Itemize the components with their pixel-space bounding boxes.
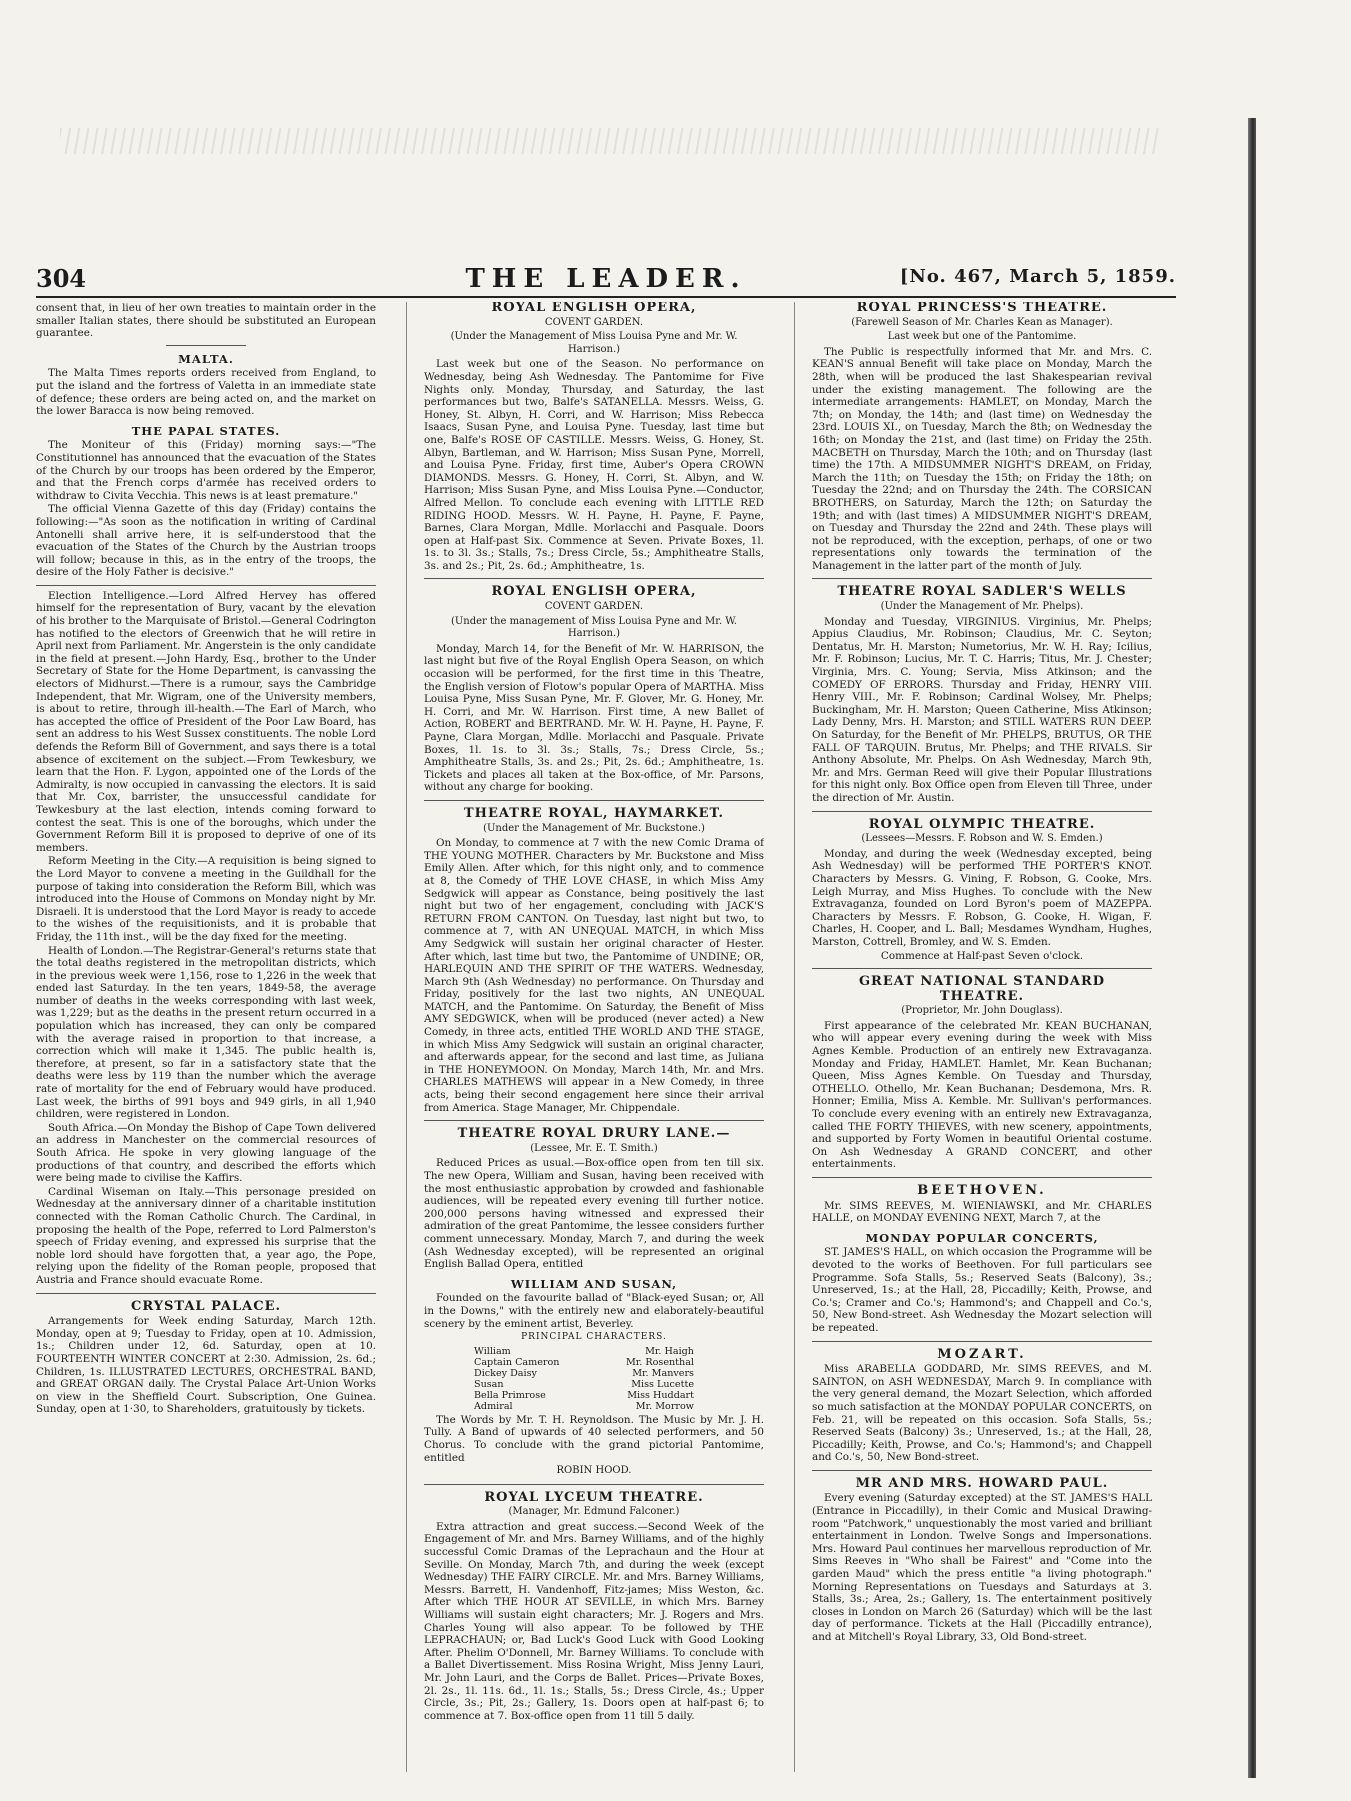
subheading: (Manager, Mr. Edmund Falconer.) <box>508 1506 680 1518</box>
cast-list <box>474 1346 764 1412</box>
cast-actor: Mr. Manvers <box>632 1367 694 1379</box>
subheading: (Under the Management of Miss Louisa Pyne and Mr. W. Harrison.) <box>450 331 738 355</box>
paragraph: Health of London.—The Registrar-General's returns state that the total deaths registered in the metropolitan districts, which in the previous week were 1,156, rose to 1,226 in the week that ended last Saturday. In the ten years, 1849-58, the average number of deaths in the weeks corresponding with last week, was 1,229; but as the deaths in the present return occurred in a population which has increased, they can only be compared with the average raised in proportion to that increase, a correction which will make it 1,345. The public health is, therefore, at present, so far in a satisfactory state that the deaths were less by 119 than the number which the average rate of mortality for the end of February would have produced. Last week, the births of 991 boys and 949 girls, in all 1,940 children, were registered in London. <box>36 944 376 1121</box>
paragraph: On Monday, to commence at 7 with the new Comic Drama of THE YOUNG MOTHER. Characters by Mr. Buckstone and Miss Emily Allen. After which, for this night only, and to commence at 8, the Comedy of THE LOVE CHASE, in which Miss Amy Sedgwick will appear as Constance, being positively the last night but two of her engagement, concluding with JACK'S RETURN FROM CANTON. On Tuesday, last night but two, to commence at 7, with AN UNEQUAL MATCH, in which Miss Amy Sedgwick will sustain her original character of Hester. After which, last time but two, the Pantomime of UNDINE; OR, HARLEQUIN AND THE SPIRIT OF THE WATERS. Wednesday, March 9th (Ash Wednesday) no performance. On Thursday and Friday, positively for the last two nights, AN UNEQUAL MATCH, and the Pantomime. On Saturday, the Benefit of Miss AMY SEDGWICK, when will be produced (never acted) a New Comedy, in three acts, entitled THE WORLD AND THE STAGE, in which Miss Amy Sedgwick will sustain an original character, and afterwards appear, for the second and last time, as Juliana in THE HONEYMOON. On Monday, March 14th, Mr. and Mrs. CHARLES MATHEWS will appear in a New Comedy, in three acts, being their second engagement here since their arrival from America. Stage Manager, Mr. Chippendale. <box>424 837 764 1114</box>
paragraph: Every evening (Saturday excepted) at the ST. JAMES'S HALL (Entrance in Piccadilly), in their Comic and Musical Drawing-room "Patchwork," unquestionably the most varied and brilliant entertainment in London. Twelve Songs and Impersonations. Mrs. Howard Paul continues her marvellous reproduction of Mr. Sims Reeves in "Who shall be Fairest" and "Come into the garden Maud" which the press entitle "a living photograph." Morning Representations on Tuesdays and Saturdays at 3. Stalls, 3s.; Area, 2s.; Gallery, 1s. The entertainment positively closes in London on March 26 (Saturday) which will be the last day of performance. Tickets at the Hall (Piccadilly entrance), and at Mitchell's Royal Library, 33, Old Bond-street. <box>812 1492 1152 1643</box>
section-heading: ROYAL PRINCESS'S THEATRE. <box>856 302 1108 315</box>
paragraph: Mr. SIMS REEVES, M. WIENIAWSKI, and Mr. CHARLES HALLE, on MONDAY EVENING NEXT, March 7, at the <box>812 1199 1152 1225</box>
section-heading: WILLIAM AND SUSAN, <box>510 1276 678 1291</box>
section-heading: ROYAL ENGLISH OPERA, <box>491 302 697 315</box>
divider <box>36 585 376 586</box>
cast-role: Captain Cameron <box>474 1356 560 1368</box>
cast-row <box>474 1368 694 1379</box>
paragraph: Arrangements for Week ending Saturday, March 12th. Monday, open at 9; Tuesday to Friday, open at 10. Admission, 1s.; Children under 12, 6d. Saturday, open at 10. FOURTEENTH WINTER CONCERT at 2:30. Admission, 2s. 6d.; Children, 1s. ILLUSTRATED LECTURES, ORCHESTRAL BAND, and GREAT ORGAN daily. The Crystal Palace Art-Union Works on view in the Sheffield Court. Subscription, One Guinea. Sunday, open at 1·30, to Shareholders, gratuitously by tickets. <box>36 1315 376 1416</box>
divider <box>166 345 246 346</box>
cast-actor: Mr. Haigh <box>645 1345 694 1357</box>
subheading: (Proprietor, Mr. John Douglass). <box>901 1005 1063 1017</box>
paragraph: The Moniteur of this (Friday) morning says:—"The Constitutionnel has announced that the evacuation of the States of the Church by our troops has been ordered by the Emperor, and that the French corps d'armée has received orders to withdraw to Civita Vecchia. This news is at least premature." <box>36 439 376 502</box>
paragraph: Commence at Half-past Seven o'clock. <box>880 949 1084 962</box>
subheading: COVENT GARDEN. <box>544 316 644 328</box>
paragraph: Monday and Tuesday, VIRGINIUS. Virginius, Mr. Phelps; Appius Claudius, Mr. Robinson; Claudius, Mr. C. Seyton; Dentatus, Mr. H. Marston; Numetorius, Mr. W. H. Ray; Icilius, Mr. F. Robinson; Lucius, Mr. T. C. Harris; Titus, Mr. J. Chester; Virginia, Mrs. C. Young; Servia, Miss Atkinson; and the COMEDY OF ERRORS. Thursday and Friday, HENRY VIII. Henry VIII., Mr. F. Robinson; Cardinal Wolsey, Mr. Phelps; Buckingham, Mr. H. Marston; Queen Catherine, Miss Atkinson; Lady Denny, Mrs. H. Marston; and STILL WATERS RUN DEEP. On Saturday, for the Benefit of Mr. PHELPS, BRUTUS, OR THE FALL OF TARQUIN. Brutus, Mr. Phelps; and THE RIVALS. Sir Anthony Absolute, Mr. Phelps. On Ash Wednesday, March 9th, Mr. and Mrs. German Reed will give their Popular Illustrations for this night only. Box Office open from Eleven till Three, under the direction of Mr. Austin. <box>812 615 1152 804</box>
divider <box>424 1484 764 1485</box>
divider <box>812 578 1152 579</box>
section-heading: MOZART. <box>937 1346 1027 1362</box>
section-heading: MR AND MRS. HOWARD PAUL. <box>855 1475 1109 1491</box>
column-rule <box>794 302 795 1772</box>
subheading: (Farewell Season of Mr. Charles Kean as Manager). <box>851 316 1113 328</box>
subheading: (Under the Management of Mr. Buckstone.) <box>483 822 705 834</box>
section-heading: THEATRE ROYAL, HAYMARKET. <box>463 805 725 821</box>
print-speckle <box>60 128 1160 154</box>
paragraph: Monday, and during the week (Wednesday excepted, being Ash Wednesday) will be performed THE PORTER'S KNOT. Characters by Messrs. G. Vining, F. Robson, G. Cooke, Mrs. Leigh Murray, and Miss Hughes. To conclude with the New Extravaganza, founded on Lord Byron's poem of MAZEPPA. Characters by Messrs. F. Robson, G. Cooke, H. Wigan, F. Charles, H. Cooper, and L. Ball; Mesdames Wyndham, Hughes, Marston, Cottrell, Bromley, and W. S. Emden. <box>812 847 1152 948</box>
section-heading: ROYAL LYCEUM THEATRE. <box>484 1489 704 1505</box>
paragraph: Monday, March 14, for the Benefit of Mr. W. HARRISON, the last night but five of the Royal English Opera Season, on which occasion will be performed, for the first time in this Theatre, the English version of Flotow's popular Opera of MARTHA. Miss Louisa Pyne, Miss Susan Pyne, Mr. F. Glover, Mr. G. Honey, Mr. H. Corri, and Mr. W. Harrison. First time, A new Ballet of Action, ROBERT and BERTRAND. Mr. W. H. Payne, H. Payne, F. Payne, Clara Morgan, Mdlle. Morlacchi and Pasquale. Private Boxes, 1l. 1s. to 3l. 3s.; Stalls, 7s.; Dress Circle, 5s.; Amphitheatre Stalls, 3s. and 2s.; Pit, 2s. 6d.; Amphitheatre, 1s. Tickets and places all taken at the Box-office, of Mr. Parsons, without any charge for booking. <box>424 642 764 794</box>
section-heading: GREAT NATIONAL STANDARD <box>858 974 1106 990</box>
paragraph: Reform Meeting in the City.—A requisition is being signed to the Lord Mayor to convene a meeting in the Guildhall for the purpose of taking into consideration the Reform Bill, which was introduced into the House of Commons on Monday night by Mr. Disraeli. It is understood that the Lord Mayor is ready to accede to the wishes of the requisitionists, and it is probable that Friday, the 11th inst., will be the day fixed for the meeting. <box>36 855 376 943</box>
cast-row <box>474 1401 694 1412</box>
paragraph: Miss ARABELLA GODDARD, Mr. SIMS REEVES, and M. SAINTON, on ASH WEDNESDAY, March 9. In compliance with the very general demand, the Mozart Selection, which afforded so much satisfaction at the MONDAY POPULAR CONCERTS, on Feb. 21, will be repeated on this occasion. Sofa Stalls, 5s.; Reserved Seats (Balcony) 3s.; Unreserved, 1s.; at the Hall, 28, Piccadilly; Keith, Prowse, and Co.'s; Hammond's; and Chappell and Co.'s, 50, New Bond-street. <box>812 1363 1152 1464</box>
subheading: (Lessee, Mr. E. T. Smith.) <box>530 1142 658 1154</box>
divider <box>424 578 764 579</box>
cast-actor: Mr. Rosenthal <box>625 1356 694 1368</box>
paragraph: First appearance of the celebrated Mr. KEAN BUCHANAN, who will appear every evening during the week with Miss Agnes Kemble. Production of an entirely new Extravaganza. Monday and Friday, HAMLET. Hamlet, Mr. Kean Buchanan; Queen, Miss Agnes Kemble. On Tuesday and Thursday, OTHELLO. Othello, Mr. Kean Buchanan; Desdemona, Mrs. R. Honner; Emilia, Miss A. Kemble. Mr. Sullivan's performances. To conclude every evening with an entirely new Extravaganza, called THE FORTY THIEVES, with new scenery, appointments, and supported by Forty Women in beautiful Oriental costume. On Ash Wednesday A GRAND CONCERT, and other entertainments. <box>812 1019 1152 1171</box>
cast-role: William <box>474 1345 511 1357</box>
cast-role: Bella Primrose <box>474 1389 546 1401</box>
section-heading: THE PAPAL STATES. <box>131 423 281 438</box>
subheading: PRINCIPAL CHARACTERS. <box>521 1332 667 1343</box>
subheading: (Under the Management of Mr. Phelps). <box>880 601 1084 613</box>
section-heading: THEATRE ROYAL DRURY LANE.— <box>457 1126 731 1142</box>
divider <box>424 1120 764 1121</box>
section-heading: MALTA. <box>178 351 234 366</box>
paragraph: Reduced Prices as usual.—Box-office open from ten till six. The new Opera, William and Susan, having been received with the most enthusiastic approbation by crowded and fashionable audiences, will be repeated every evening till further notice. 200,000 persons having witnessed and expressed their admiration of the great Pantomime, the lessee considers further comment unnecessary. Monday, March 7, and during the week (Ash Wednesday excepted), will be represented an original English Ballad Opera, entitled <box>424 1157 764 1271</box>
section-heading: THEATRE ROYAL SADLER'S WELLS <box>837 584 1127 600</box>
section-heading: MONDAY POPULAR CONCERTS, <box>865 1230 1099 1245</box>
page-header <box>36 264 1176 298</box>
paragraph: Last week but one of the Season. No performance on Wednesday, being Ash Wednesday. The Pantomime for Five Nights only. Monday, Thursday, and Saturday, the last performances but two, Balfe's SATANELLA. Messrs. Weiss, G. Honey, St. Albyn, H. Corri, and W. Harrison; Miss Rebecca Isaacs, Susan Pyne, and Louisa Pyne. Tuesday, last time but one, Balfe's ROSE OF CASTILLE. Messrs. Weiss, G. Honey, St. Albyn, Bartleman, and W. Harrison; Miss Susan Pyne, Morrell, and Louisa Pyne. Friday, first time, Auber's Opera CROWN DIAMONDS. Messrs. G. Honey, H. Corri, St. Albyn, and W. Harrison; Miss Susan Pyne, and Miss Louisa Pyne.—Conductor, Alfred Mellon. To conclude each evening with LITTLE RED RIDING HOOD. Messrs. W. H. Payne, H. Payne, F. Payne, Barnes, Clara Morgan, Mdlle. Morlacchi and Pasquale. Doors open at Half-past Six. Commence at Seven. Private Boxes, 1l. 1s. to 3l. 3s.; Stalls, 7s.; Dress Circle, 5s.; Amphitheatre Stalls, 3s. and 2s.; Pit, 2s. 6d.; Amphitheatre, 1s. <box>424 358 764 572</box>
section-heading: ROYAL OLYMPIC THEATRE. <box>868 816 1096 832</box>
issue-line: [No. 467, March 5, 1859. <box>899 266 1176 287</box>
paragraph: The Words by Mr. T. H. Reynoldson. The Music by Mr. J. H. Tully. A Band of upwards of 40 selected performers, and 50 Chorus. To conclude with the grand pictorial Pantomime, entitled <box>424 1413 764 1464</box>
paragraph: The official Vienna Gazette of this day (Friday) contains the following:—"As soon as the notification in writing of Cardinal Antonelli shall arrive here, it is self-understood that the evacuation of the States of the Church by the Austrian troops will follow; because in this, as in the entry of the troops, the desire of the Holy Father is decisive." <box>36 503 376 579</box>
paragraph: Founded on the favourite ballad of "Black-eyed Susan; or, All in the Downs," with the entirely new and elaborately-beautiful scenery by the eminent artist, Beverley. <box>424 1292 764 1330</box>
column-3 <box>812 302 1152 1772</box>
paragraph: Cardinal Wiseman on Italy.—This personage presided on Wednesday at the anniversary dinner of a charitable institution connected with the Roman Catholic Church. The Cardinal, in proposing the health of the Pope, referred to Lord Palmerston's speech of Friday evening, and expressed his surprise that the noble lord should have forgotten that, a year ago, the Pope, relying upon the fidelity of the Roman people, proposed that Austria and France should evacuate Rome. <box>36 1185 376 1286</box>
paragraph: Election Intelligence.—Lord Alfred Hervey has offered himself for the representation of Bury, vacant by the elevation of his brother to the Marquisate of Bristol.—General Codrington has notified to the electors of Greenwich that he will retire in April next from Parliament. Mr. Angerstein is the only candidate in the field at present.—John Hardy, Esq., brother to the Under Secretary of State for the Home Department, is canvassing the electors of Midhurst.—There is a rumour, says the Cambridge Independent, that Mr. Wigram, one of the University members, is about to retire, through ill-health.—The Earl of March, who has accepted the office of President of the Poor Law Board, has sent an address to his West Sussex constituents. The noble Lord defends the Reform Bill of Government, and says there is a total absence of excitement on the subject.—From Tewkesbury, we learn that the Hon. F. Lygon, appointed one of the Lords of the Admiralty, is now occupied in canvassing the electors. It is said that Mr. Cox, barrister, the unsuccessful candidate for Tewkesbury at the last election, intends coming forward to contest the seat. This is one of the boroughs, which under the Government Reform Bill it is proposed to deprive of one of its members. <box>36 589 376 854</box>
paragraph: The Malta Times reports orders received from England, to put the island and the fortress of Valetta in an immediate state of defence; these orders are being acted on, and the market on the lower Baracca is now being removed. <box>36 367 376 418</box>
subheading: COVENT GARDEN. <box>544 601 644 613</box>
section-heading: CRYSTAL PALACE. <box>130 1298 282 1314</box>
cast-role: Susan <box>474 1378 504 1390</box>
paragraph: consent that, in lieu of her own treaties to maintain order in the smaller Italian states, there should be substituted an European guarantee. <box>36 302 376 340</box>
cast-role: Dickey Daisy <box>474 1367 537 1379</box>
paragraph: The Public is respectfully informed that Mr. and Mrs. C. KEAN'S annual Benefit will take place on Monday, March the 28th, when will be produced the last Shakespearian revival under the existing management. The following are the intermediate arrangements: HAMLET, on Monday, March the 7th; on Monday, the 14th; and (last time) on Wednesday the 23rd. LOUIS XI., on Tuesday, March the 8th; on Wednesday the 16th; on Monday the 21st, and (last time) on Friday the 25th. MACBETH on Thursday, March the 10th; and on Thursday (last time) the 17th. A MIDSUMMER NIGHT'S DREAM, on Friday, March the 11th; on Tuesday the 15th; on Friday the 18th; on Tuesday the 22nd; and on Thursday the 24th. The CORSICAN BROTHERS, on Saturday, March the 12th; on Saturday the 19th; and with (last times) A MIDSUMMER NIGHT'S DREAM, on Tuesday and Thursday the 22nd and 24th. These plays will not be reproduced, with the exception, perhaps, of one or two representations only towards the termination of the Management in the latter part of the month of July. <box>812 345 1152 572</box>
cast-actor: Miss Huddart <box>627 1389 694 1401</box>
binding-spine <box>1248 118 1256 1778</box>
subheading: ROBIN HOOD. <box>556 1465 632 1477</box>
divider <box>812 1177 1152 1178</box>
cast-role: Admiral <box>474 1400 513 1412</box>
masthead: THE LEADER. <box>465 264 747 294</box>
column-2 <box>424 302 764 1772</box>
cast-actor: Mr. Morrow <box>635 1400 694 1412</box>
section-heading: BEETHOVEN. <box>917 1183 1047 1198</box>
section-heading: ROYAL ENGLISH OPERA, <box>491 584 697 600</box>
paragraph: ST. JAMES'S HALL, on which occasion the Programme will be devoted to the works of Beethoven. For full particulars see Programme. Sofa Stalls, 5s.; Reserved Seats (Balcony), 3s.; Unreserved, 1s.; at the Hall, 28, Piccadilly; Keith, Prowse, and Co.'s; Cramer and Co.'s; Hammond's; and Chappell and Co.'s, 50, New Bond-street. Ash Wednesday the Mozart selection will be repeated. <box>812 1246 1152 1334</box>
divider <box>424 800 764 801</box>
page-number: 304 <box>36 264 87 293</box>
subheading: (Under the management of Miss Louisa Pyne and Mr. W. Harrison.) <box>450 615 738 640</box>
cast-row <box>474 1346 694 1357</box>
paragraph: South Africa.—On Monday the Bishop of Cape Town delivered an address in Manchester on the commercial resources of South Africa. He spoke in very glowing language of the productions of that country, and described the efforts which were being made to civilise the Kaffirs. <box>36 1121 376 1185</box>
cast-row <box>474 1379 694 1390</box>
column-rule <box>406 302 407 1772</box>
subheading: Last week but one of the Pantomime. <box>887 331 1077 343</box>
cast-actor: Miss Lucette <box>631 1378 694 1390</box>
divider <box>812 968 1152 969</box>
divider <box>812 1470 1152 1471</box>
column-1 <box>36 302 376 1772</box>
cast-row <box>474 1390 694 1401</box>
divider <box>36 1293 376 1294</box>
section-heading: THEATRE. <box>939 988 1025 1004</box>
divider <box>812 811 1152 812</box>
subheading: (Lessees—Messrs. F. Robson and W. S. Emden.) <box>861 833 1103 845</box>
paragraph: Extra attraction and great success.—Second Week of the Engagement of Mr. and Mrs. Barney Williams, and of the highly successful Comic Dramas of the Leprachaun and the Hour at Seville. On Monday, March 7th, and during the week (except Wednesday) THE FAIRY CIRCLE. Mr. and Mrs. Barney Williams, Messrs. Barrett, H. Vandenhoff, Fitz-james; Miss Weston, &c. After which THE HOUR AT SEVILLE, in which Mrs. Barney Williams will sustain eight characters; Mr. J. Rogers and Mrs. Charles Young will also appear. To be followed by THE LEPRACHAUN; or, Bad Luck's Good Luck with Good Looking After. Phelim O'Donnell, Mr. Barney Williams. To conclude with a Ballet Divertissement. Miss Rosina Wright, Miss Jenny Lauri, Mr. John Lauri, and the Corps de Ballet. Prices—Private Boxes, 2l. 2s., 1l. 11s. 6d., 1l. 1s.; Stalls, 5s.; Dress Circle, 4s.; Upper Circle, 3s.; Pit, 2s.; Gallery, 1s. Doors open at half-past 6; to commence at 7. Box-office open from 11 till 5 daily. <box>424 1520 764 1722</box>
cast-row <box>474 1357 694 1368</box>
divider <box>812 1341 1152 1342</box>
